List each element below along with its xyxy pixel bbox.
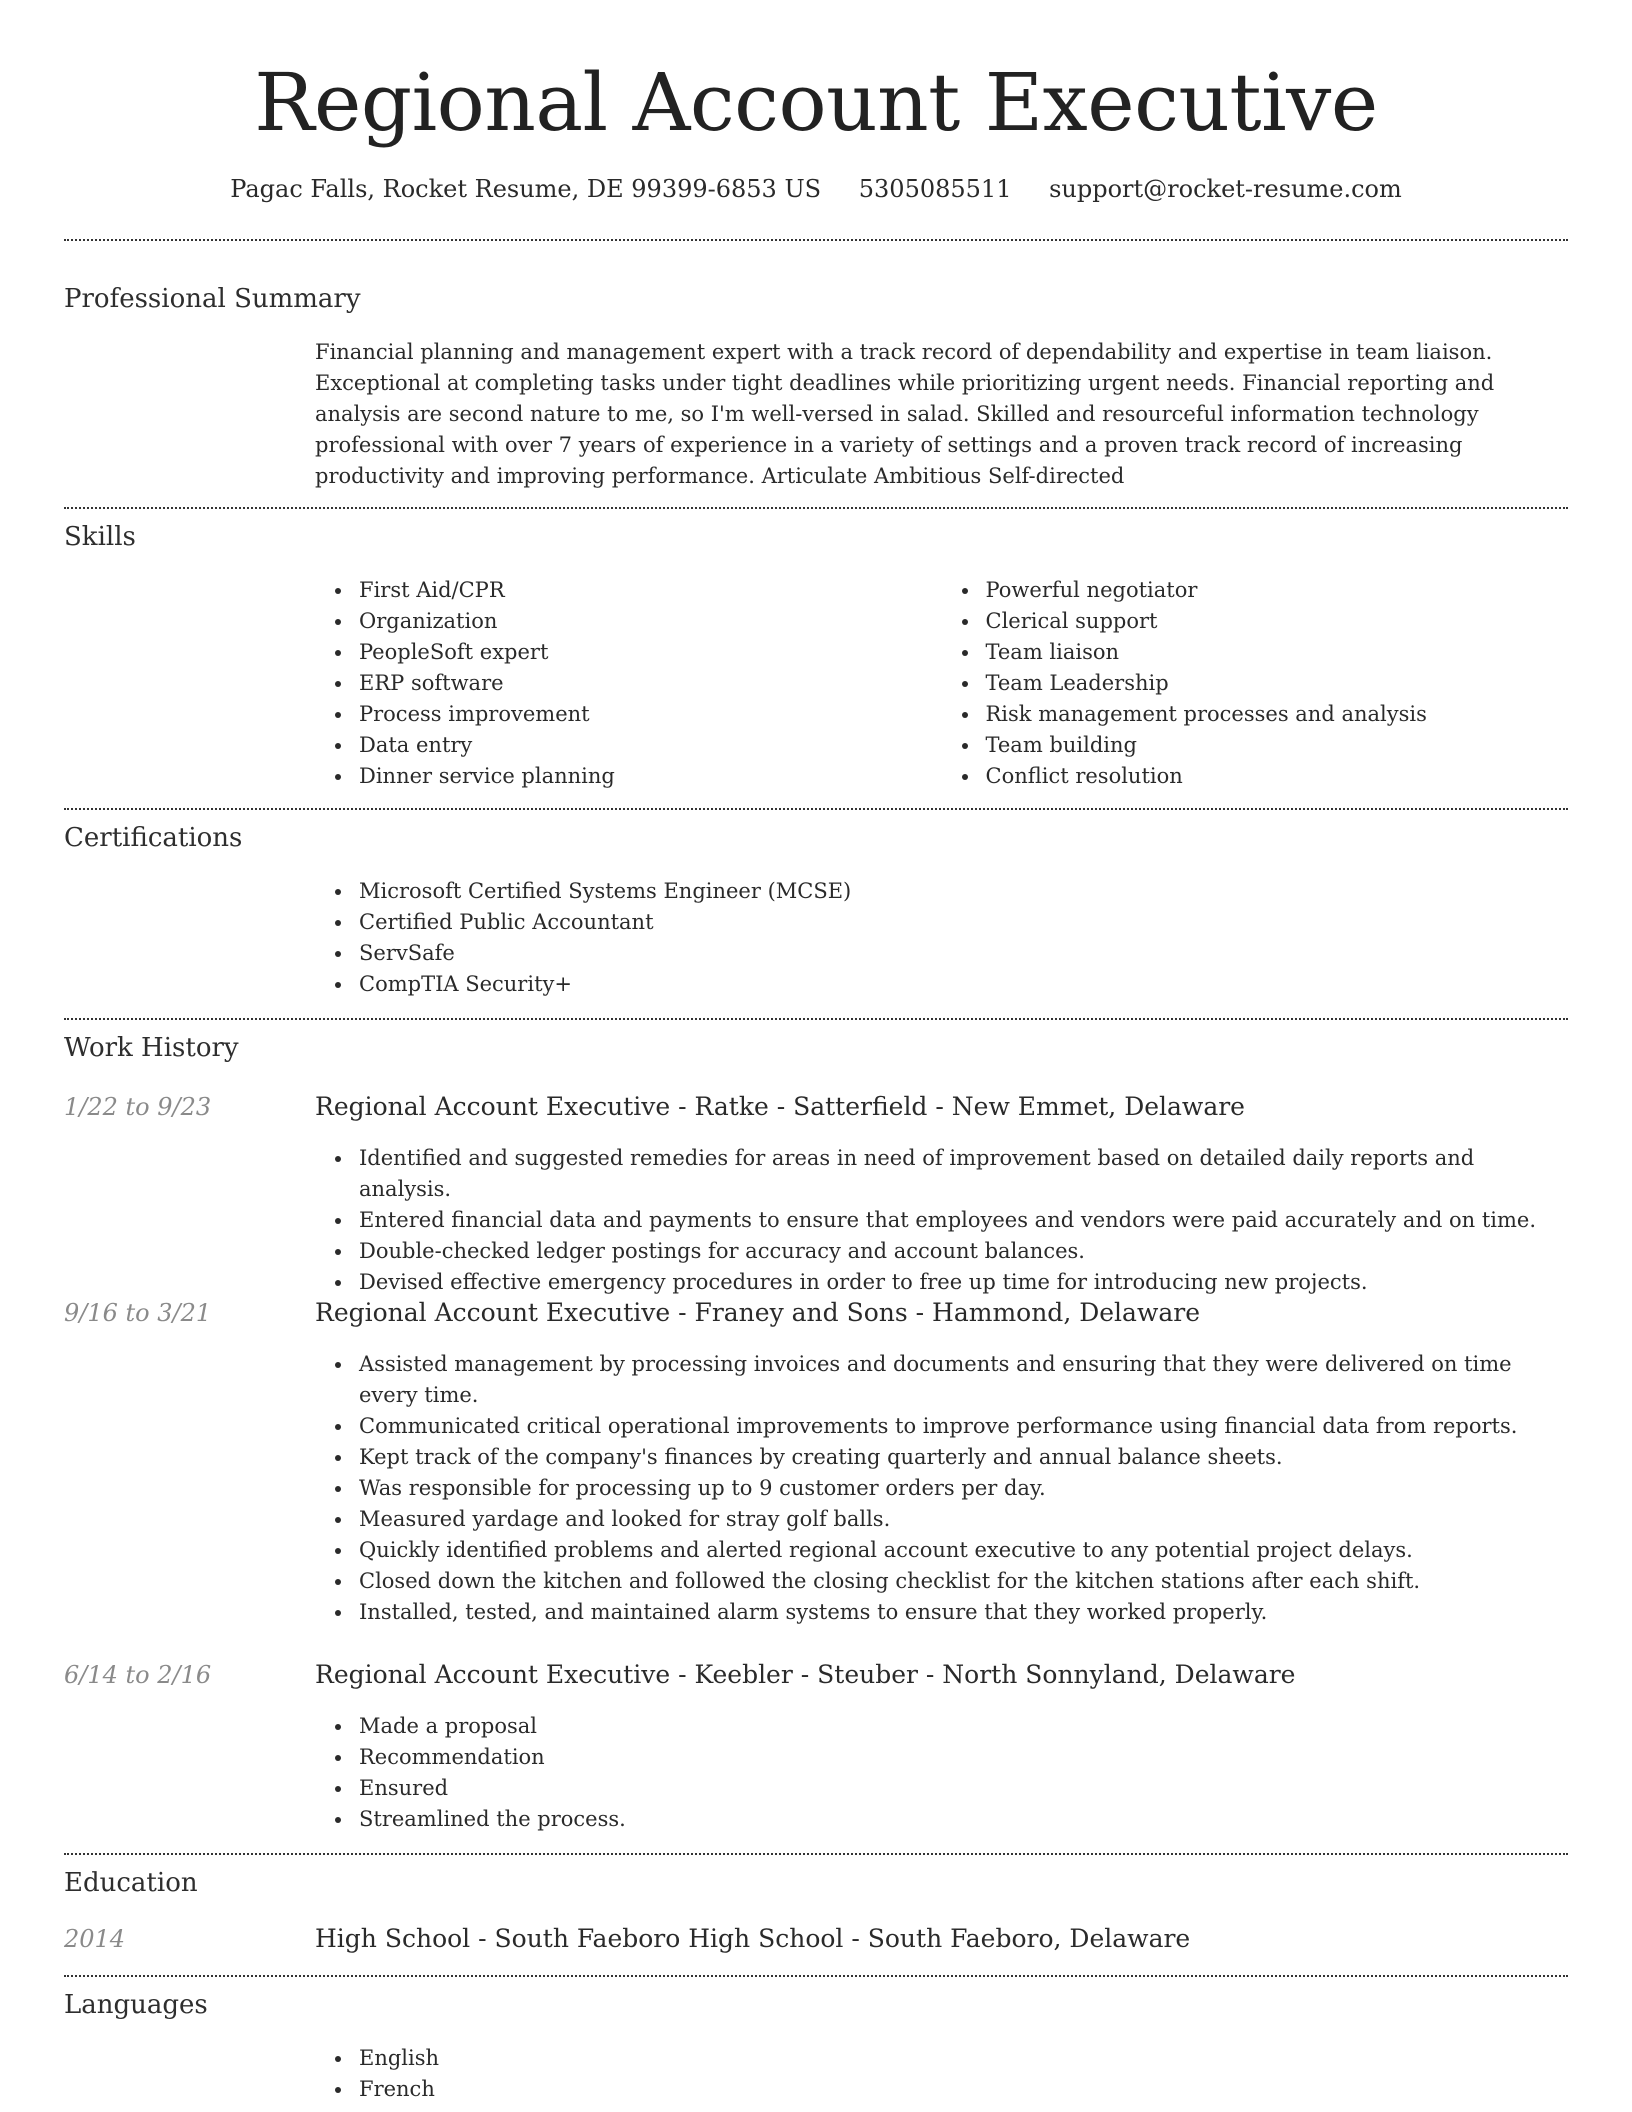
education-heading: Education bbox=[64, 1868, 198, 1898]
job-bullet: Closed down the kitchen and followed the closing checklist for the kitchen stations after each shift. bbox=[359, 1566, 1568, 1597]
skill-item: Team Leadership bbox=[986, 668, 1569, 699]
education-heading-line: High School - South Faeboro High School - South Faeboro, Delaware bbox=[315, 1924, 1191, 1953]
section-divider bbox=[64, 239, 1568, 241]
skill-item: Dinner service planning bbox=[359, 761, 942, 792]
certification-item: CompTIA Security+ bbox=[359, 969, 1568, 1000]
job-bullet: Installed, tested, and maintained alarm systems to ensure that they worked properly. bbox=[359, 1597, 1568, 1628]
job-bullet: Kept track of the company's finances by creating quarterly and annual balance sheets. bbox=[359, 1442, 1568, 1473]
job-dates: 6/14 to 2/16 bbox=[64, 1661, 212, 1689]
language-item: English bbox=[359, 2043, 1568, 2074]
job-bullet: Made a proposal bbox=[359, 1711, 1568, 1742]
job-bullet: Ensured bbox=[359, 1773, 1568, 1804]
job-heading: Regional Account Executive - Ratke - Satterfield - New Emmet, Delaware bbox=[315, 1092, 1245, 1121]
job-bullets bbox=[315, 1349, 1568, 1628]
job-bullet: Identified and suggested remedies for areas in need of improvement based on detailed daily reports and analysis. bbox=[359, 1143, 1568, 1205]
certification-item: Certified Public Accountant bbox=[359, 907, 1568, 938]
certification-item: Microsoft Certified Systems Engineer (MCSE) bbox=[359, 876, 1568, 907]
language-item: French bbox=[359, 2074, 1568, 2105]
certifications-heading: Certifications bbox=[64, 823, 243, 853]
languages-block bbox=[315, 2043, 1568, 2105]
job-bullet: Devised effective emergency procedures in order to free up time for introducing new projects. bbox=[359, 1267, 1568, 1298]
skills-list-left bbox=[315, 575, 942, 792]
job-bullet: Communicated critical operational improvements to improve performance using financial data from reports. bbox=[359, 1411, 1568, 1442]
job-heading: Regional Account Executive - Franey and Sons - Hammond, Delaware bbox=[315, 1298, 1200, 1327]
summary-block bbox=[315, 337, 1568, 492]
job-bullet: Recommendation bbox=[359, 1742, 1568, 1773]
job-details bbox=[315, 1143, 1568, 1298]
job-bullet: Was responsible for processing up to 9 customer orders per day. bbox=[359, 1473, 1568, 1504]
job-heading: Regional Account Executive - Keebler - Steuber - North Sonnyland, Delaware bbox=[315, 1660, 1296, 1689]
skills-heading: Skills bbox=[64, 522, 136, 552]
education-year: 2014 bbox=[64, 1925, 126, 1953]
work-history-heading: Work History bbox=[64, 1033, 239, 1063]
section-divider bbox=[64, 507, 1568, 509]
section-divider bbox=[64, 1853, 1568, 1855]
job-bullet: Streamlined the process. bbox=[359, 1804, 1568, 1835]
job-bullet: Entered financial data and payments to ensure that employees and vendors were paid accurately and on time. bbox=[359, 1205, 1568, 1236]
skill-item: Process improvement bbox=[359, 699, 942, 730]
skill-item: ERP software bbox=[359, 668, 942, 699]
certifications-list bbox=[315, 876, 1568, 1000]
skill-item: Clerical support bbox=[986, 606, 1569, 637]
job-bullet: Double-checked ledger postings for accuracy and account balances. bbox=[359, 1236, 1568, 1267]
skills-list-right bbox=[942, 575, 1569, 792]
certification-item: ServSafe bbox=[359, 938, 1568, 969]
summary-heading: Professional Summary bbox=[64, 284, 361, 314]
skills-block bbox=[315, 575, 1568, 792]
certifications-block bbox=[315, 876, 1568, 1000]
skill-item: Conflict resolution bbox=[986, 761, 1569, 792]
languages-list bbox=[315, 2043, 1568, 2105]
skill-item: PeopleSoft expert bbox=[359, 637, 942, 668]
job-dates: 9/16 to 3/21 bbox=[64, 1299, 212, 1327]
summary-text: Financial planning and management expert with a track record of dependability and expertise in team liaison. Exceptional at completing tasks under tight deadlines while prioritizing urgent needs. Financial reporting and analysis are second nature to me, so I'm well-versed in salad. Skilled and resourceful information technology professional with over 7 years of experience in a variety of settings and a proven track record of increasing productivity and improving performance. Articulate Ambitious Self-directed bbox=[315, 340, 1495, 488]
skill-item: Powerful negotiator bbox=[986, 575, 1569, 606]
resume-title: Regional Account Executive bbox=[254, 56, 1378, 149]
section-divider bbox=[64, 1018, 1568, 1020]
job-dates: 1/22 to 9/23 bbox=[64, 1093, 212, 1121]
job-bullets bbox=[315, 1143, 1568, 1298]
contact-phone: 5305085511 bbox=[858, 175, 1012, 203]
job-bullets bbox=[315, 1711, 1568, 1835]
skill-item: Data entry bbox=[359, 730, 942, 761]
contact-email: support@rocket-resume.com bbox=[1049, 175, 1402, 203]
skill-item: Team building bbox=[986, 730, 1569, 761]
section-divider bbox=[64, 1975, 1568, 1977]
skill-item: Risk management processes and analysis bbox=[986, 699, 1569, 730]
job-bullet: Quickly identified problems and alerted regional account executive to any potential project delays. bbox=[359, 1535, 1568, 1566]
job-details bbox=[315, 1349, 1568, 1628]
section-divider bbox=[64, 808, 1568, 810]
job-details bbox=[315, 1711, 1568, 1835]
contact-line bbox=[64, 168, 1568, 210]
languages-heading: Languages bbox=[64, 1990, 208, 2020]
contact-address: Pagac Falls, Rocket Resume, DE 99399-6853 US bbox=[230, 175, 822, 203]
job-bullet: Measured yardage and looked for stray golf balls. bbox=[359, 1504, 1568, 1535]
skill-item: Team liaison bbox=[986, 637, 1569, 668]
skill-item: First Aid/CPR bbox=[359, 575, 942, 606]
skill-item: Organization bbox=[359, 606, 942, 637]
job-bullet: Assisted management by processing invoices and documents and ensuring that they were delivered on time every time. bbox=[359, 1349, 1568, 1411]
